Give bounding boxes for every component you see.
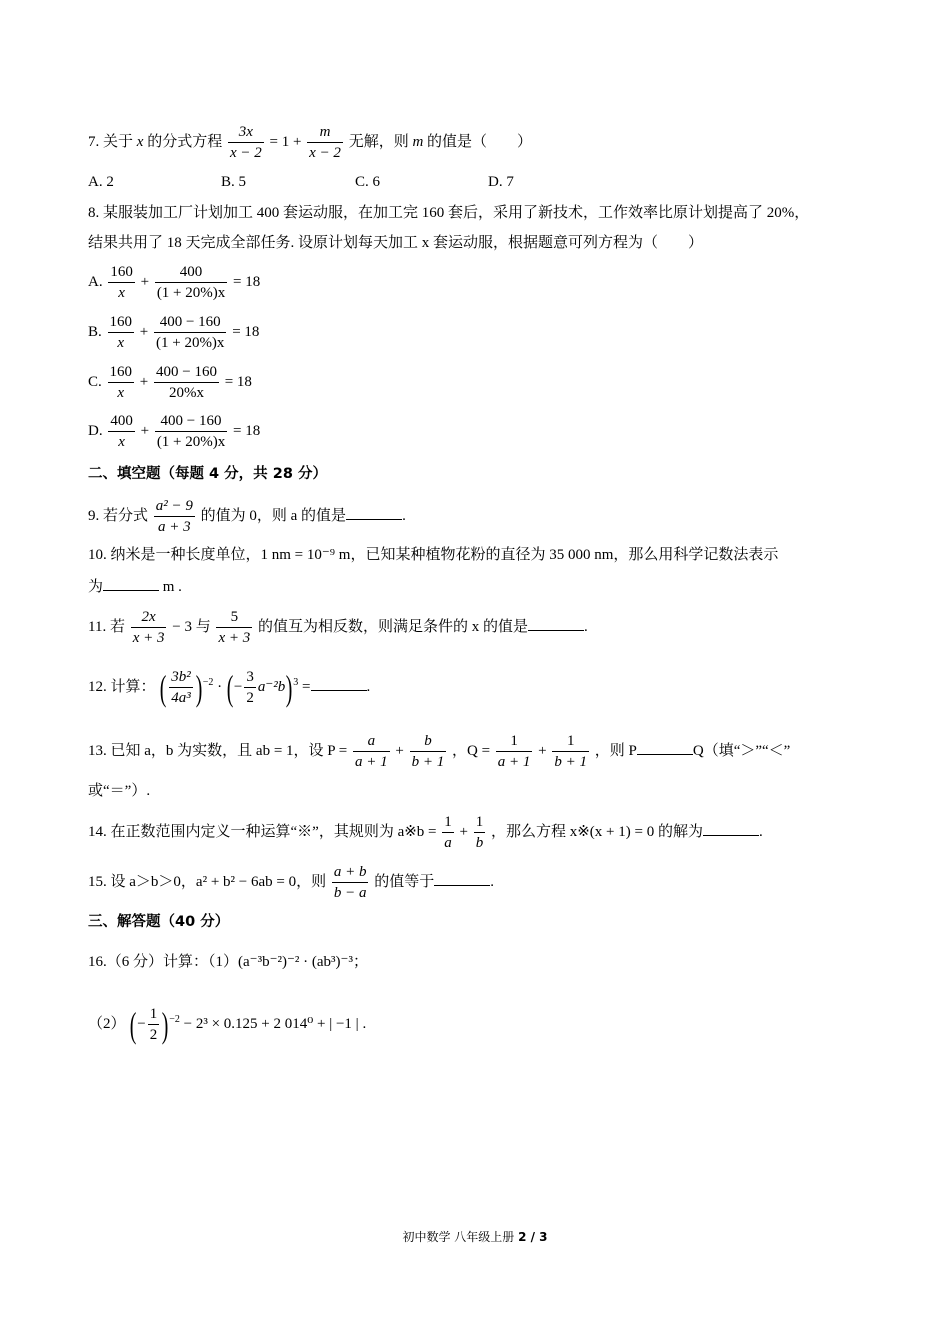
question-12: 12. 计算： ( $\frac{\text{3b²}}{\text{4a³}}$ )$^{-2}$ · (− $\frac{3}{2}$ a⁻²b)$^3$ = . [88, 667, 371, 708]
q14-answer-blank [703, 821, 759, 836]
q8-option-c: C. $\frac{160}{x}$ + $\frac{400 - 160}{20\%x}$ = 18 [88, 364, 252, 401]
q9-fraction: $\frac{\text{a² − 9}}{a + 3}$ [155, 498, 193, 535]
footer-text: 初中数学 八年级上册 [402, 1230, 519, 1244]
q10-answer-blank [103, 576, 159, 591]
q8-line1: 8. 某服装加工厂计划加工 400 套运动服，在加工完 160 套后，采用了新技术，工作效率比原计划提高了 20%， [88, 205, 810, 221]
question-9: 9. 若分式 $\frac{\text{a² − 9}}{a + 3}$ 的值为 0，则 a 的值是 . [88, 498, 406, 535]
q7-fraction-left: $\frac{3x}{x - 2}$ [229, 124, 262, 161]
q11-answer-blank [528, 616, 584, 631]
page-number: 2 / 3 [518, 1230, 548, 1244]
question-11: 11. 若 $\frac{2x}{x + 3}$ − 3 与 $\frac{5}{x + 3}$ 的值互为相反数，则满足条件的 x 的值是 . [88, 609, 588, 646]
question-14: 14. 在正数范围内定义一种运算“※”，其规则为 a※b = $\frac{1}{a}$ + $\frac{1}{b}$ ，那么方程 x※(x + 1) = 0 的解为 . [88, 814, 763, 851]
q7-option-b: B. 5 [221, 174, 247, 190]
q8-line2: 结果共用了 18 天完成全部任务. 设原计划每天加工 x 套运动服，根据题意可列方程为（ ） [88, 235, 704, 251]
q13-line2: 或“＝”）. [88, 783, 151, 799]
q7-option-a: A. 2 [88, 174, 114, 190]
q7-eq-rhs: = 1 + [269, 133, 302, 150]
q13-answer-blank [637, 740, 693, 755]
q10-line1: 10. 纳米是一种长度单位，1 nm = 10⁻⁹ m，已知某种植物花粉的直径为 35 000 nm，那么用科学记数法表示 [88, 547, 779, 563]
q7-lead: 7. 关于 [88, 133, 134, 150]
q16-part2: （2） (− $\frac{1}{2}$ )$^{-2}$ − 2³ × 0.125 + 2 014⁰ + | −1 | . [88, 1004, 367, 1045]
q8-option-a: A. $\frac{160}{x}$ + $\frac{400}{(1 + 20\%)x}$ = 18 [88, 264, 261, 301]
section-2-heading: 二、填空题（每题 4 分，共 28 分） [88, 466, 327, 482]
q16-part1: 16.（6 分）计算：（1）(a⁻³b⁻²)⁻² · (ab³)⁻³； [88, 954, 368, 970]
page-footer [0, 1228, 950, 1245]
q7-fraction-right: $\frac{m}{x - 2}$ [309, 124, 341, 161]
q9-answer-blank [346, 505, 402, 520]
q7-option-c: C. 6 [355, 174, 381, 190]
question-15: 15. 设 a＞b＞0，a² + b² − 6ab = 0，则 $\frac{a + b}{b - a}$ 的值等于 . [88, 864, 494, 901]
q8-option-d: D. $\frac{400}{x}$ + $\frac{400 - 160}{(1 + 20\%)x}$ = 18 [88, 413, 261, 450]
q7-mid: 的分式方程 [147, 133, 223, 150]
q12-answer-blank [311, 676, 367, 691]
q8-option-b: B. $\frac{160}{x}$ + $\frac{400 - 160}{(1 + 20\%)x}$ = 18 [88, 314, 260, 351]
q15-answer-blank [434, 871, 490, 886]
q7-option-d: D. 7 [488, 174, 514, 190]
question-13: 13. 已知 a，b 为实数，且 ab = 1，设 P = $\frac{a}{a + 1}$ + $\frac{b}{b + 1}$ ，Q = $\frac{1}{a + 1}$ + $\frac{1}{b + 1}$ ，则 P Q（填“＞”“＜” [88, 733, 791, 770]
q7-tail: 无解，则 [348, 133, 409, 150]
section-3-heading: 三、解答题（40 分） [88, 914, 230, 930]
q7-tail2: 的值是（ ） [427, 133, 533, 150]
q10-line2: 为 m . [88, 576, 182, 597]
question-7: 7. 关于 x 的分式方程 $\frac{3x}{x - 2}$ = 1 + $\frac{m}{x - 2}$ 无解，则 m 的值是（ ） [88, 124, 533, 161]
